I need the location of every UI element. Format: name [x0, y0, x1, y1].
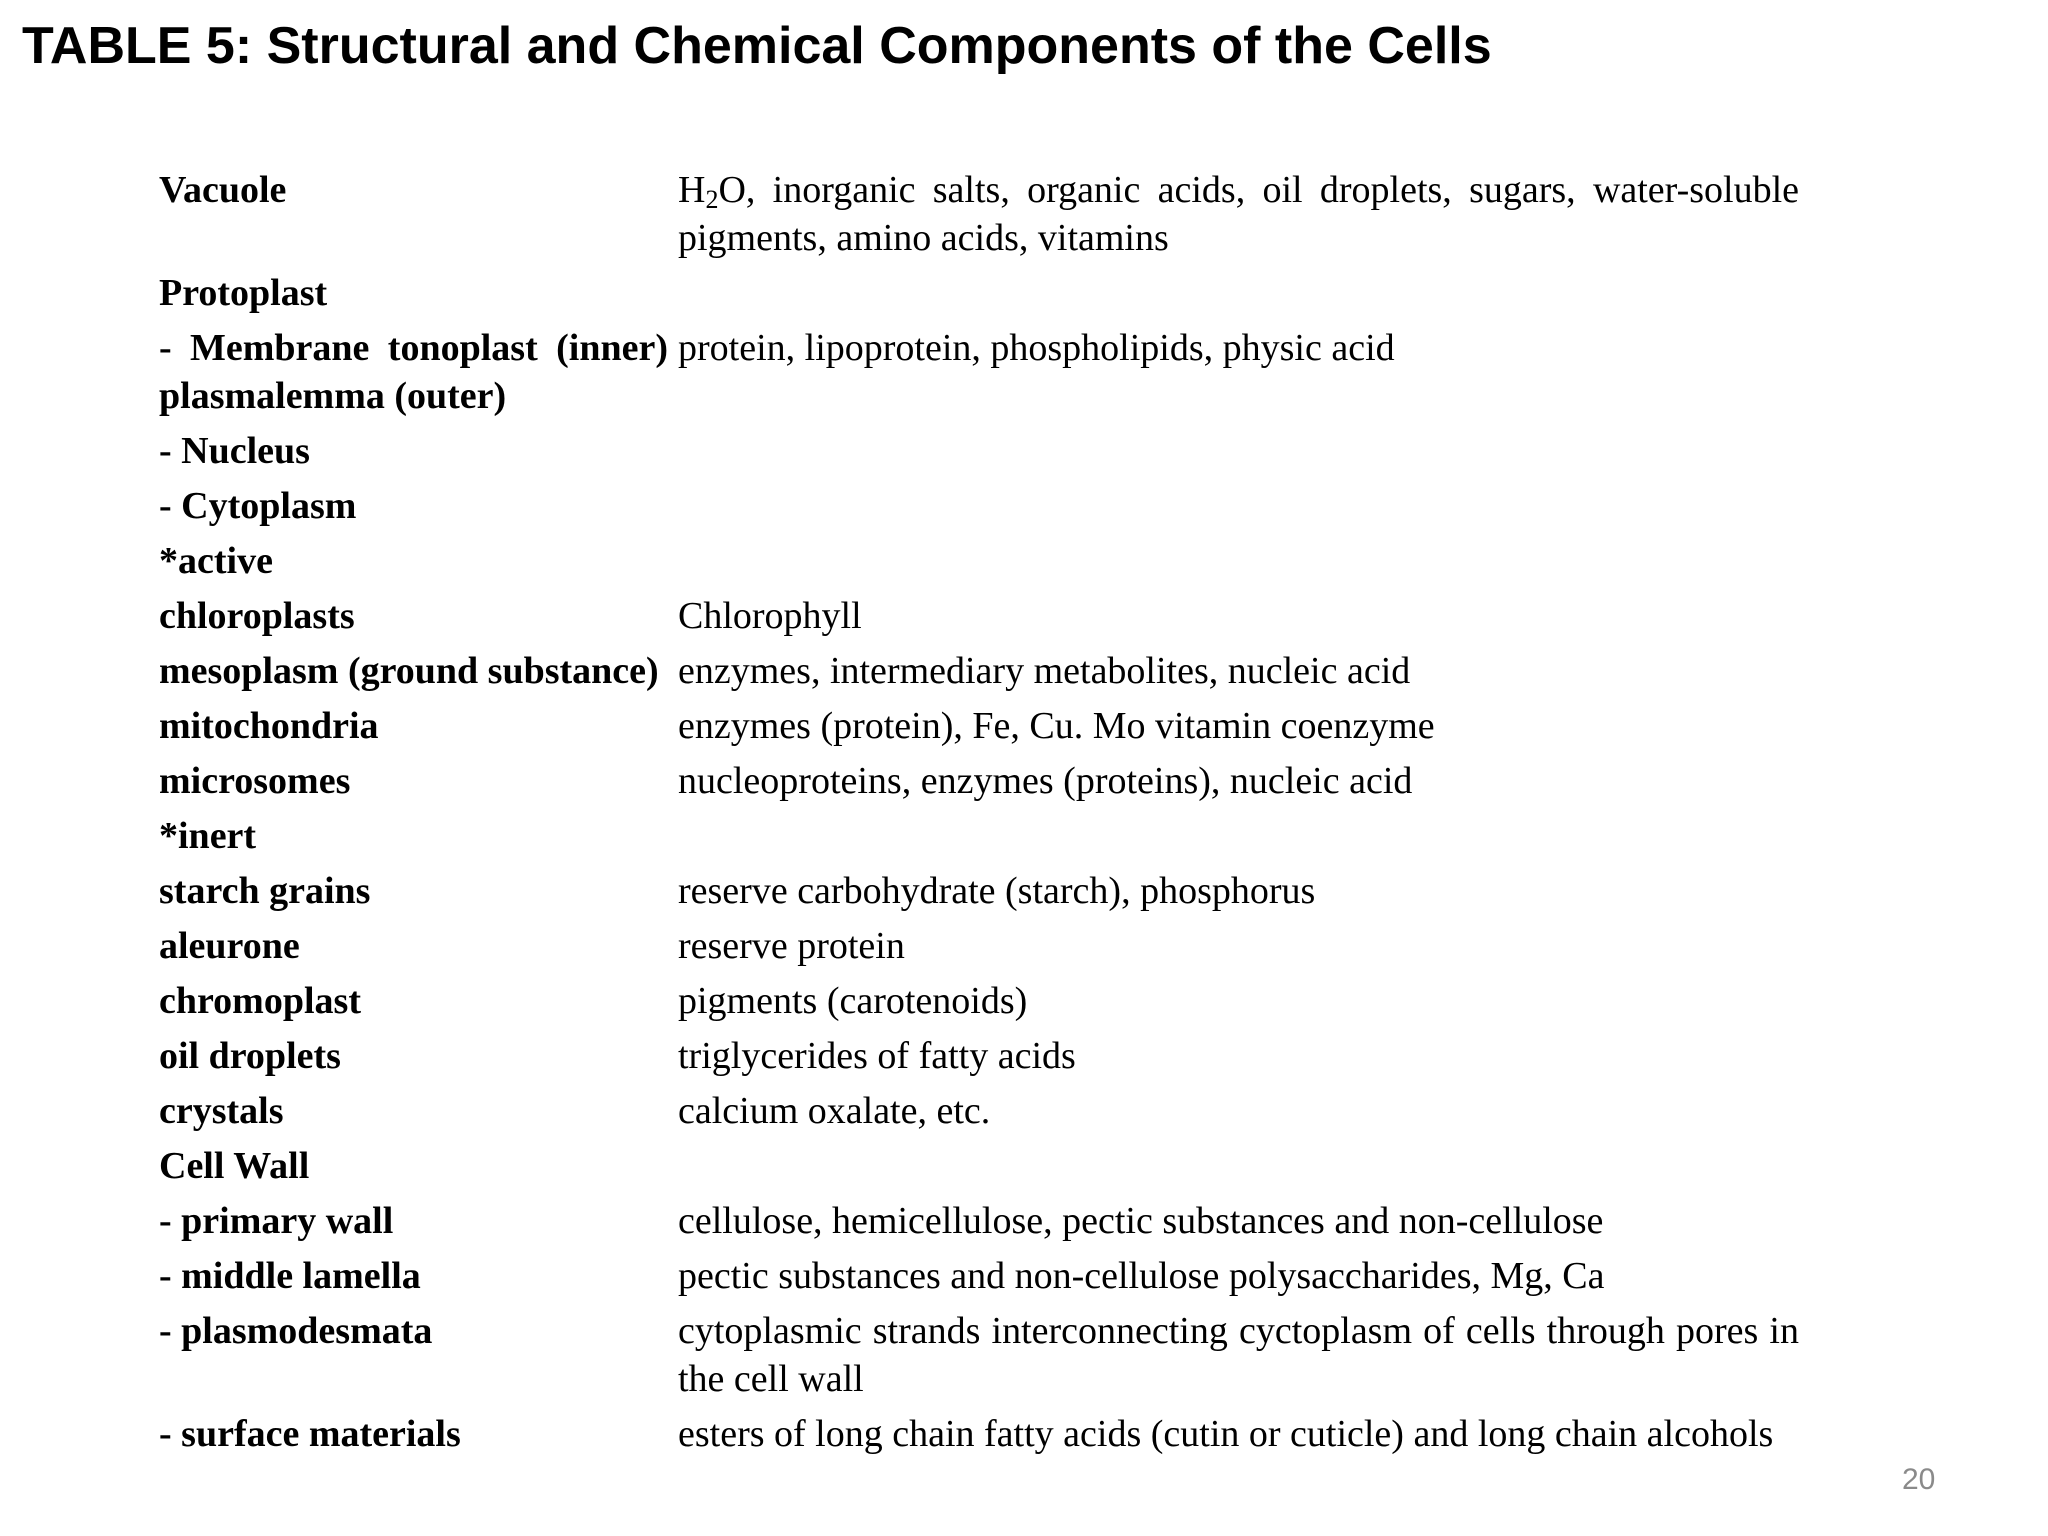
table-row — [159, 1142, 1799, 1197]
table-row — [159, 977, 1799, 1032]
table-row — [159, 1197, 1799, 1252]
table-row — [159, 1087, 1799, 1142]
table-row — [159, 592, 1799, 647]
row-label: *active — [159, 540, 273, 582]
table-row — [159, 269, 1799, 324]
row-label: - Nucleus — [159, 430, 310, 472]
subscript: 2 — [705, 185, 719, 214]
row-label: - middle lamella — [159, 1255, 421, 1297]
row-label: aleurone — [159, 925, 300, 967]
row-description: reserve protein — [678, 925, 905, 967]
row-label: - primary wall — [159, 1200, 394, 1242]
row-description — [670, 427, 1799, 482]
table-row — [159, 1307, 1799, 1410]
table-row — [159, 867, 1799, 922]
row-description — [670, 537, 1799, 592]
row-label: mesoplasm (ground substance) — [159, 650, 659, 692]
desc-part: O, inorganic salts, organic acids, oil droplets, sugars, water-soluble pigments, amino acids, vitamins — [678, 169, 1799, 259]
row-description: cellulose, hemicellulose, pectic substances and non-cellulose — [678, 1200, 1604, 1242]
row-description — [670, 812, 1799, 867]
page-title: TABLE 5: Structural and Chemical Components of the Cells — [22, 17, 1492, 75]
row-label: - Cytoplasm — [159, 485, 357, 527]
components-table — [159, 166, 1799, 1465]
row-label: chloroplasts — [159, 595, 355, 637]
row-description: Chlorophyll — [678, 595, 862, 637]
table-row — [159, 757, 1799, 812]
table-row — [159, 922, 1799, 977]
desc-part: H — [678, 169, 706, 211]
table-row — [159, 702, 1799, 757]
table-row — [159, 537, 1799, 592]
table-row — [159, 482, 1799, 537]
table-row — [159, 1252, 1799, 1307]
row-label: oil droplets — [159, 1035, 341, 1077]
row-description — [670, 1142, 1799, 1197]
row-description: protein, lipoprotein, phospholipids, physic acid — [678, 327, 1395, 369]
page-number: 20 — [1902, 1463, 1936, 1496]
table-row — [159, 324, 1799, 427]
row-label: starch grains — [159, 870, 371, 912]
row-description: enzymes, intermediary metabolites, nucleic acid — [678, 650, 1411, 692]
row-label: - surface materials — [159, 1413, 461, 1455]
row-description: cytoplasmic strands interconnecting cyctoplasm of cells through pores in the cell wall — [678, 1310, 1799, 1400]
components-table-grid — [159, 166, 1799, 1465]
row-description — [670, 166, 1799, 269]
table-row — [159, 166, 1799, 269]
row-label: Vacuole — [159, 169, 287, 211]
row-label: Protoplast — [159, 272, 328, 314]
row-description: pectic substances and non-cellulose polysaccharides, Mg, Ca — [678, 1255, 1605, 1297]
row-description: esters of long chain fatty acids (cutin or cuticle) and long chain alcohols — [678, 1413, 1774, 1455]
row-description: nucleoproteins, enzymes (proteins), nucleic acid — [678, 760, 1413, 802]
row-description: calcium oxalate, etc. — [678, 1090, 991, 1132]
row-label: - plasmodesmata — [159, 1310, 433, 1352]
row-description — [670, 482, 1799, 537]
table-row — [159, 812, 1799, 867]
row-label: *inert — [159, 815, 257, 857]
table-row — [159, 427, 1799, 482]
row-description: reserve carbohydrate (starch), phosphorus — [678, 870, 1316, 912]
row-label: crystals — [159, 1090, 284, 1132]
table-row — [159, 647, 1799, 702]
row-description: pigments (carotenoids) — [678, 980, 1028, 1022]
row-description — [670, 269, 1799, 324]
row-label: chromoplast — [159, 980, 361, 1022]
row-label: mitochondria — [159, 705, 379, 747]
row-description: enzymes (protein), Fe, Cu. Mo vitamin coenzyme — [678, 705, 1435, 747]
table-row — [159, 1032, 1799, 1087]
table-row — [159, 1410, 1799, 1465]
row-label: microsomes — [159, 760, 351, 802]
row-description: triglycerides of fatty acids — [678, 1035, 1076, 1077]
row-label: - Membrane tonoplast (inner) plasmalemma (outer) — [159, 327, 668, 417]
row-label: Cell Wall — [159, 1145, 310, 1187]
